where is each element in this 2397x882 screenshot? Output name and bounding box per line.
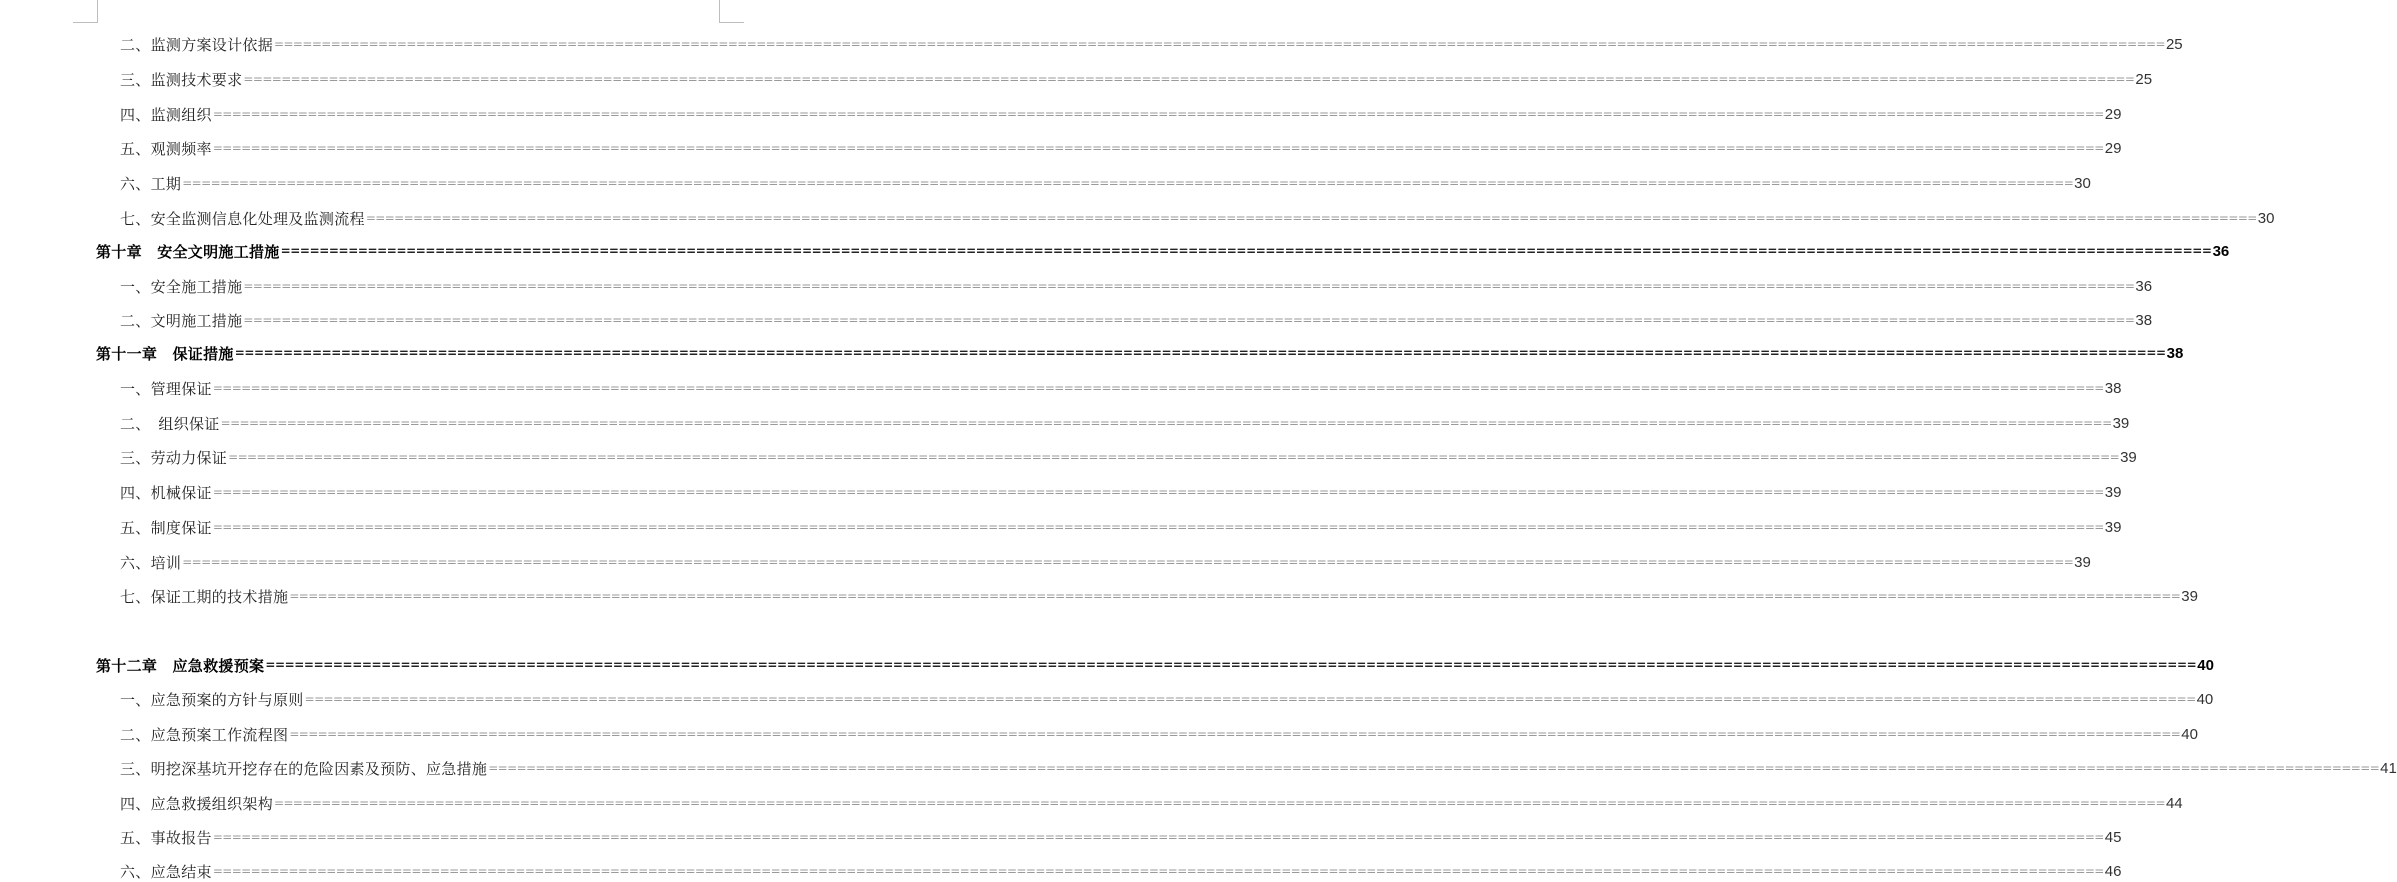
- toc-leader-dots: ========================================================================================================================================================================================================: [212, 520, 2104, 534]
- toc-entry-title: 六、应急结束: [120, 862, 212, 881]
- toc-section-entry[interactable]: [120, 412, 2130, 434]
- toc-leader-dots: ========================================================================================================================================================================================================: [212, 107, 2104, 121]
- toc-entry-title: 第十一章 保证措施: [96, 344, 234, 363]
- toc-leader-dots: ========================================================================================================================================================================================================: [220, 416, 2112, 430]
- toc-page-number: 46: [2104, 862, 2122, 880]
- toc-section-entry[interactable]: [120, 551, 2091, 573]
- toc-page-number: 30: [2074, 174, 2091, 192]
- toc-page-number: 29: [2104, 139, 2122, 157]
- toc-section-entry[interactable]: [120, 207, 2275, 229]
- toc-entry-title: 四、机械保证: [120, 483, 212, 502]
- toc-entry-title: 四、应急救援组织架构: [120, 794, 274, 813]
- toc-section-entry[interactable]: [120, 377, 2122, 399]
- toc-page-number: 40: [2196, 690, 2214, 708]
- toc-leader-dots: ========================================================================================================================================================================================================: [280, 244, 2212, 258]
- toc-entry-title: 一、安全施工措施: [120, 277, 243, 296]
- toc-entry-title: 二、文明施工措施: [120, 311, 243, 330]
- toc-page-number: 39: [2112, 414, 2130, 432]
- toc-entry-title: 六、培训: [120, 553, 182, 572]
- toc-page-number: 38: [2104, 379, 2122, 397]
- toc-page-number: 39: [2181, 587, 2198, 605]
- toc-leader-dots: ========================================================================================================================================================================================================: [212, 830, 2104, 844]
- toc-entry-title: 五、观测频率: [120, 139, 212, 158]
- toc-entry-title: 五、制度保证: [120, 518, 212, 537]
- toc-entry-title: 四、监测组织: [120, 105, 212, 124]
- toc-leader-dots: ========================================================================================================================================================================================================: [243, 279, 2135, 293]
- toc-section-entry[interactable]: [120, 33, 2183, 55]
- toc-page-number: 25: [2165, 35, 2183, 53]
- toc-leader-dots: ========================================================================================================================================================================================================: [289, 589, 2181, 603]
- toc-section-entry[interactable]: [120, 516, 2122, 538]
- toc-section-entry[interactable]: [120, 68, 2153, 90]
- toc-leader-dots: ========================================================================================================================================================================================================: [228, 450, 2120, 464]
- toc-chapter-entry[interactable]: [96, 342, 2184, 364]
- toc-leader-dots: ========================================================================================================================================================================================================: [212, 141, 2104, 155]
- toc-section-entry[interactable]: [120, 688, 2214, 710]
- toc-entry-title: 三、劳动力保证: [120, 448, 228, 467]
- toc-entry-title: 五、事故报告: [120, 828, 212, 847]
- toc-entry-title: 七、保证工期的技术措施: [120, 587, 289, 606]
- toc-leader-dots: ========================================================================================================================================================================================================: [234, 346, 2166, 360]
- toc-section-entry[interactable]: [120, 275, 2153, 297]
- toc-entry-title: 二、监测方案设计依据: [120, 35, 274, 54]
- toc-section-entry[interactable]: [120, 446, 2137, 468]
- toc-page-number: 39: [2104, 483, 2122, 501]
- toc-page-number: 36: [2135, 277, 2153, 295]
- toc-leader-dots: ========================================================================================================================================================================================================: [212, 485, 2104, 499]
- toc-page-number: 41: [2380, 759, 2397, 777]
- toc-entry-title: 三、明挖深基坑开挖存在的危险因素及预防、应急措施: [120, 759, 488, 778]
- toc-entry-title: 三、监测技术要求: [120, 70, 243, 89]
- toc-leader-dots: ========================================================================================================================================================================================================: [365, 211, 2257, 225]
- toc-page-number: 39: [2104, 518, 2122, 536]
- toc-page-number: 36: [2212, 242, 2230, 260]
- toc-entry-title: 六、工期: [120, 174, 182, 193]
- toc-section-entry[interactable]: [120, 792, 2183, 814]
- toc-entry-title: 七、安全监测信息化处理及监测流程: [120, 209, 365, 228]
- toc-leader-dots: ========================================================================================================================================================================================================: [289, 727, 2181, 741]
- toc-page-number: 30: [2257, 209, 2275, 227]
- toc-leader-dots: ========================================================================================================================================================================================================: [274, 796, 2165, 810]
- toc-section-entry[interactable]: [120, 481, 2122, 503]
- toc-leader-dots: ========================================================================================================================================================================================================: [212, 864, 2104, 878]
- toc-entry-title: 一、管理保证: [120, 379, 212, 398]
- toc-page-number: 44: [2165, 794, 2183, 812]
- toc-entry-title: 第十二章 应急救援预案: [96, 656, 265, 675]
- toc-page-number: 25: [2135, 70, 2153, 88]
- toc-page-number: 29: [2104, 105, 2122, 123]
- toc-section-entry[interactable]: [120, 757, 2397, 779]
- toc-section-entry[interactable]: [120, 723, 2198, 745]
- toc-leader-dots: ========================================================================================================================================================================================================: [265, 658, 2197, 672]
- toc-leader-dots: ========================================================================================================================================================================================================: [274, 37, 2165, 51]
- toc-page-number: 39: [2074, 553, 2091, 571]
- toc-section-entry[interactable]: [120, 585, 2198, 607]
- toc-chapter-entry[interactable]: [96, 240, 2230, 262]
- toc-section-entry[interactable]: [120, 172, 2091, 194]
- toc-page-number: 39: [2120, 448, 2137, 466]
- toc-page-number: 40: [2197, 656, 2214, 674]
- toc-page-number: 45: [2104, 828, 2122, 846]
- toc-leader-dots: ========================================================================================================================================================================================================: [304, 692, 2196, 706]
- toc-entry-title: 二、 组织保证: [120, 414, 220, 433]
- toc-section-entry[interactable]: [120, 137, 2122, 159]
- toc-page-number: 40: [2181, 725, 2198, 743]
- toc-section-entry[interactable]: [120, 103, 2122, 125]
- toc-leader-dots: ========================================================================================================================================================================================================: [488, 761, 2380, 775]
- toc-chapter-entry[interactable]: [96, 654, 2214, 676]
- toc-leader-dots: ========================================================================================================================================================================================================: [243, 72, 2135, 86]
- toc-leader-dots: ========================================================================================================================================================================================================: [182, 555, 2074, 569]
- toc-entry-title: 第十章 安全文明施工措施: [96, 242, 280, 261]
- toc-section-entry[interactable]: [120, 309, 2153, 331]
- toc-leader-dots: ========================================================================================================================================================================================================: [182, 176, 2074, 190]
- toc-entry-title: 二、应急预案工作流程图: [120, 725, 289, 744]
- toc-entry-title: 一、应急预案的方针与原则: [120, 690, 304, 709]
- toc-page-number: 38: [2135, 311, 2153, 329]
- toc-section-entry[interactable]: [120, 826, 2122, 848]
- toc-leader-dots: ========================================================================================================================================================================================================: [243, 313, 2135, 327]
- toc-section-entry[interactable]: [120, 860, 2122, 882]
- toc-page-number: 38: [2166, 344, 2184, 362]
- toc-leader-dots: ========================================================================================================================================================================================================: [212, 381, 2104, 395]
